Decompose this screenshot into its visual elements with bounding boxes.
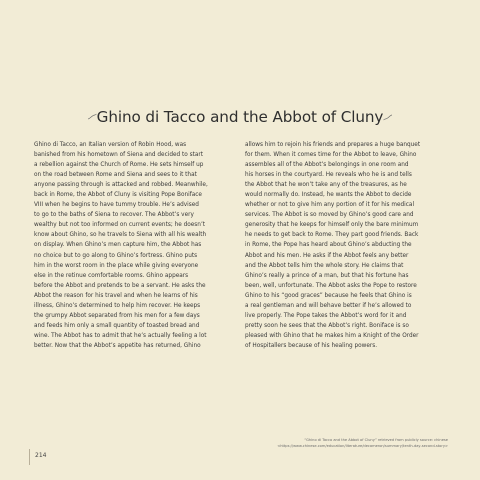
text-line: been, well, unfortunate. The Abbot asks the Pope to restore xyxy=(245,282,417,289)
text-line: a real gentleman and will behave better if he’s allowed to xyxy=(245,302,412,309)
text-line: VIII when he begins to have tummy trouble. He’s advised xyxy=(34,202,199,209)
text-line: Ghino’s really a prince of a man, but that his fortune has xyxy=(245,272,409,279)
footnote-line: <https://www.chinese.com/education/literature/decameron/summary/tenth-day-second-story> xyxy=(277,444,448,448)
text-line: illness, Ghino’s determined to help him recover. He keeps xyxy=(34,302,201,309)
text-line: his horses in the courtyard. He reveals who he is and tells xyxy=(245,172,412,179)
page-number-rule xyxy=(29,449,30,465)
text-line: the grumpy Abbot separated from his men for a few days xyxy=(34,312,200,319)
text-line: wine. The Abbot has to admit that he’s actually feeling a lot xyxy=(34,332,207,339)
text-line: assembles all of the Abbot’s belongings in one room and xyxy=(245,162,409,169)
text-line: back in Rome, the Abbot of Cluny is visiting Pope Boniface xyxy=(34,192,202,199)
text-line: wealthy but not too informed on current events; he doesn’t xyxy=(34,222,206,229)
text-line: would normally do. Instead, he wants the Abbot to decide xyxy=(245,192,412,199)
text-line: banished from his hometown of Siena and decided to start xyxy=(34,152,203,159)
text-line: Ghino di Tacco, an Italian version of Robin Hood, was xyxy=(34,142,187,148)
text-line: he needs to get back to Rome. They part good friends. Back xyxy=(245,232,419,239)
text-line: services. The Abbot is so moved by Ghino’s good care and xyxy=(245,212,414,219)
footnote-line: “Ghino di Tacco and the Abbot of Cluny” retrieved from publicly source: chinese xyxy=(304,438,448,442)
text-line: Ghino to his “good graces” because he feels that Ghino is xyxy=(245,292,412,299)
text-line: on the road between Rome and Siena and sees to it that xyxy=(34,172,197,179)
footnote xyxy=(188,437,448,449)
text-line: no choice but to go along to Ghino’s fortress. Ghino puts xyxy=(34,252,198,259)
text-line: anyone passing through is attacked and robbed. Meanwhile, xyxy=(34,182,208,189)
text-line: live properly. The Pope takes the Abbot’s word for it and xyxy=(245,312,407,319)
text-line: generosity that he keeps for himself only the bare minimum xyxy=(245,222,419,229)
title-ornament-left-icon xyxy=(87,113,97,121)
title-ornament-right-icon xyxy=(383,113,393,121)
text-line: him in the worst room in the place while giving everyone xyxy=(34,262,199,269)
text-line: pretty soon he sees that the Abbot’s right. Boniface is so xyxy=(245,322,409,329)
text-line: Abbot the reason for his travel and when he learns of his xyxy=(34,292,198,299)
page-number: 214 xyxy=(35,452,47,459)
page-title: Ghino di Tacco and the Abbot of Cluny xyxy=(96,108,384,126)
title-row xyxy=(0,108,480,126)
text-line: pleased with Ghino that he makes him a Knight of the Order xyxy=(245,332,419,339)
text-line: know about Ghino, so he travels to Siena with all his wealth xyxy=(34,232,207,239)
text-line: allows him to rejoin his friends and prepares a huge banquet xyxy=(245,142,421,148)
left-text-column xyxy=(34,140,234,351)
text-line: in Rome, the Pope has heard about Ghino’s abducting the xyxy=(245,242,412,249)
text-line: a rebellion against the Church of Rome. He sets himself up xyxy=(34,162,204,169)
text-line: better. Now that the Abbot’s appetite has returned, Ghino xyxy=(34,342,201,349)
text-line: for them. When it comes time for the Abbot to leave, Ghino xyxy=(245,152,417,159)
text-line: before the Abbot and pretends to be a servant. He asks the xyxy=(34,282,206,289)
text-line: on display. When Ghino’s men capture him, the Abbot has xyxy=(34,242,202,249)
text-line: Abbot and his men. He asks if the Abbot feels any better xyxy=(245,252,409,259)
text-line: and the Abbot tells him the whole story. He claims that xyxy=(245,262,404,269)
right-text-column xyxy=(245,140,449,351)
text-line: of Hospitallers because of his healing powers. xyxy=(245,342,378,349)
text-line: whether or not to give him any portion of it for his medical xyxy=(245,202,415,209)
text-line: to go to the baths of Siena to recover. The Abbot’s very xyxy=(34,212,194,219)
text-line: else in the retinue comfortable rooms. Ghino appears xyxy=(34,272,189,279)
text-line: and feeds him only a small quantity of toasted bread and xyxy=(34,322,200,329)
text-line: the Abbot that he won’t take any of the treasures, as he xyxy=(245,182,407,189)
